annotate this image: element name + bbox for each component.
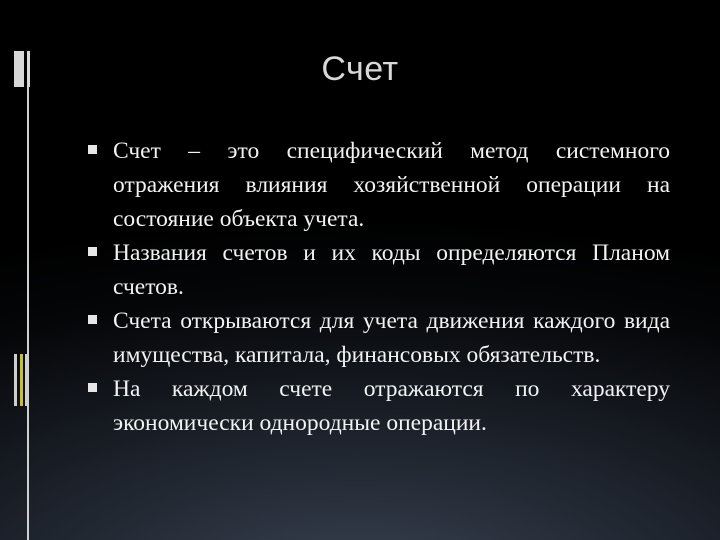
decorative-bars <box>14 354 28 406</box>
bullet-item <box>88 236 670 304</box>
bullet-text: Счета открываются для учета движения каждого вида имущества, капитала, финансовых обязательств. <box>113 308 670 368</box>
bullet-item <box>88 372 670 440</box>
bullet-text: Счет – это специфический метод системного отражения влияния хозяйственной операции на состояние объекта учета. <box>113 138 670 232</box>
bullet-item <box>88 134 670 236</box>
decorative-bar <box>25 354 28 406</box>
square-bullet-icon <box>88 247 97 256</box>
square-bullet-icon <box>88 383 97 392</box>
bullet-text: Названия счетов и их коды определяются Планом счетов. <box>113 240 670 300</box>
bullet-item <box>88 304 670 372</box>
square-bullet-icon <box>88 145 97 154</box>
bullet-text: На каждом счете отражаются по характеру экономически однородные операции. <box>113 376 670 436</box>
decorative-bar-accent <box>20 354 23 406</box>
slide-title: Счет <box>321 50 399 88</box>
decorative-vertical-line <box>27 87 29 540</box>
bullet-list <box>88 134 670 440</box>
decorative-bar <box>14 354 17 406</box>
square-bullet-icon <box>88 315 97 324</box>
